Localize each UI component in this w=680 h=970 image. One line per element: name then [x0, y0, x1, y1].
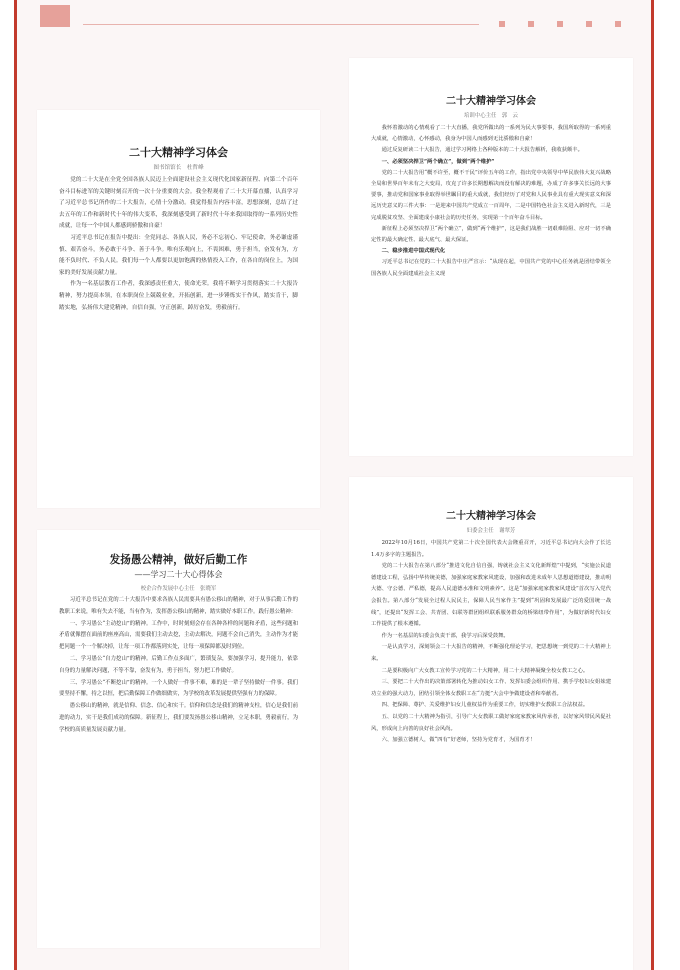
document-page-4: [349, 477, 633, 970]
doc-paragraph: 作为一名基层教育工作者，我深感责任重大，使命光荣。我将不断学习贯彻落实二十大报告精神，努力提高本领，在本职岗位上兢兢业业，开拓创新，进一步锤炼实干作风，踏实肯干，脚踏实地，弘扬伟大建党精神，自信自强，守正创新，踔厉奋发，勇毅前行。: [59, 281, 298, 311]
doc-paragraph: 党的二十大报告用“概不许至，概不干民”评价五年的工作，指出党中央领导中华民族伟大复兴战略全局和世界百年未有之大变局，攻克了许多长期想解决而没有解决的难题，办成了许多事关长远的大事要事，推动党和国家事业取得举世瞩目的重大成就，我们经历了对党和人民事业具有重大现实意义和深远历史意义的三件大事：一是迎来中国共产党成立一百周年，二是中国特色社会主义进入新时代，三是完成脱贫攻坚、全面建成小康社会的历史任务，实现第一个百年奋斗目标。: [371, 169, 611, 221]
doc-title: 发扬愚公精神，做好后勤工作: [109, 554, 248, 566]
doc-paragraph: 习近平总书记在党的二十大报告中要求各族人民需要具有愚公移山的精神，对于从事后勤工作的教职工来说，唯有失去不能，当有作为，发挥愚公移山的精神，踏实做好本职工作。践行愚公精神：: [59, 597, 298, 615]
decorative-line: [83, 24, 479, 25]
doc-paragraph: 2022年10月16日，中国共产党第二十次全国代表大会隆重召开，习近平总书记向大会作了长达1.4万多字的主题报告。: [371, 540, 611, 558]
doc-section-heading: 二、稳步推进中国式现代化: [381, 248, 446, 255]
doc-paragraph: 六、加强立德树人，做“四有”好老师，坚持为党育才，为国育才！: [381, 737, 536, 744]
doc-paragraph: 一是认真学习，深刻领会二十大报告的精神，不断强化理论学习，把思想统一到党的二十大精神上来。: [371, 644, 611, 662]
doc-paragraph: 我怀着激动的心情观看了二十大直播，我党所做出的一系列为民大事要事，我国所取得的一系列重大成就，心情激动，心怀感动，我身为中国人而感到无比骄傲和自豪！: [371, 125, 611, 143]
document-page-3: [37, 530, 320, 948]
doc-paragraph: 习近平总书记在报告中提出：全党同志、各族人民，务必不忘初心、牢记使命，务必谦虚谨慎、艰苦奋斗，务必敢于斗争、善于斗争。唯有乐观向上，不畏困难，勇于担当，奋发有为，方能不负时代、不负人民。我们每一个人都要以更加饱满的热情投入工作，在各自的岗位上，为国家的美好发展贡献力量。: [59, 234, 298, 276]
doc-paragraph: 二、学习愚公“自力挖山”的精神。后勤工作点多面广，繁琐复杂，要加强学习，提升能力，依靠自身的力量解决问题，不等不靠，奋发有为，勇于担当，努力把工作做好。: [59, 655, 298, 674]
document-page-2: [349, 58, 633, 456]
document-page-1: [37, 110, 320, 508]
doc-byline: 培训中心主任 郭 云: [464, 113, 518, 119]
doc-title: 二十大精神学习体会: [129, 146, 228, 159]
doc-paragraph: 新征程上必须坚决捍卫“两个确立”，做到“两个维护”，这是我们战胜一切艰难险阻、应对一切不确定性的最大确定性、最大底气、最大保证。: [371, 225, 611, 244]
doc-title: 二十大精神学习体会: [446, 96, 536, 107]
doc-byline: 图书馆馆长 杜哲峰: [153, 165, 204, 171]
doc-paragraph: 党的二十大报告在第八部分“推进文化自信自强，铸就社会主义文化新辉煌”中提到，“实施公民道德建设工程，弘扬中华传统美德，加强家庭家教家风建设，加强和改进未成年人思想道德建设，推动明大德、守公德、严私德，提高人民道德水准和文明素养”。这是“加强家庭家教家风建设”首次写入党代会报告。第八部分“发展全过程人民民主，保障人民当家作主”提到“巩固和发展最广泛的爱国统一战线”，还提出“发挥工会、共青团、妇联等群团组织联系服务群众的桥梁纽带作用”，为做好新时代妇女工作提供了根本遵循。: [371, 563, 611, 628]
doc-paragraph: 一、学习愚公“主动挖山”的精神。工作中，时时刻刻会存在各种各样的问题和矛盾，这些问题和矛盾就像摆在面前的座座高山，需要我们主动去挖，主动去解决，问题不会自己消失，主动作为才能把问题一个一个解决掉，让每一项工作都落到实处，让每一项保障都及时到位。: [59, 620, 298, 651]
doc-section-heading: 一、必须坚决捍卫“两个确立”，做到“两个维护”: [381, 158, 495, 165]
doc-paragraph: 三、要把二十大作出的决策部署转化为推动妇女工作、发挥妇委会组织作用、携手学校妇女姐妹建功立业的强大动力，团结引领全体女教职工在“力挺”大会中争做建设者和奉献者。: [371, 679, 611, 697]
doc-paragraph: 习近平总书记在党的二十大报告中庄严宣示：“从现在起，中国共产党的中心任务就是团结带领全国各族人民全面建成社会主义现: [371, 259, 611, 277]
doc-byline: 妇委会主任 谢翠芳: [466, 528, 516, 534]
doc-paragraph: 愚公移山的精神，就是信仰、信念、信心和实干。信仰和信念是我们的精神支柱，信心是我们前进的动力，实干是我们成功的保障。新征程上，我们要发扬愚公移山精神，立足本职，勇毅前行，为学校的高质量发展贡献力量。: [59, 703, 298, 733]
doc-byline: 校企合作发展中心主任 张晓军: [140, 586, 217, 592]
doc-paragraph: 五、以党的二十大精神为指引，引导广大女教职工做好家庭家教家风传承者，以好家风带民风促社风，形成向上向善的良好社会风尚。: [371, 713, 611, 732]
doc-paragraph: 作为一名基层的妇委会负责干部，我学习后深受鼓舞。: [381, 632, 509, 639]
decorative-square: [40, 5, 70, 27]
doc-paragraph: 四、把保障、尊护、关爱维护妇女儿童权益作为重要工作，切实维护女教职工合法权益。: [381, 702, 589, 709]
doc-title: 二十大精神学习体会: [446, 511, 536, 522]
doc-paragraph: 二是要积极向广大女教工宣传学习党的二十大精神，用二十大精神凝聚全校女教工之心。: [381, 667, 589, 674]
doc-paragraph: 党的二十大是在全党全国各族人民迈上全面建设社会主义现代化国家新征程、向第二个百年奋斗目标进军的关键时刻召开的一次十分重要的大会。我全程观看了二十大开幕直播，认真学习了习近平总书记所作的二十大报告，心情十分激动。我觉得报告内容丰富，思想深刻，总结了过去五年的工作和新时代十年的伟大变革，我深刻感受到了新时代十年来我国取得的一系列历史性成就，让每一个中国人都感到骄傲和自豪！: [59, 177, 298, 230]
doc-subtitle: ——学习二十大心得体会: [134, 570, 223, 579]
doc-paragraph: 通过反复研读二十大报告，通过学习网络上各种版本的二十大报告解析，我收获颇丰。: [381, 147, 583, 154]
doc-paragraph: 三、学习愚公“不断挖山”的精神。一个人做好一件事不难，难的是一辈子坚持做好一件事。我们要坚持不懈，持之以恒，把后勤保障工作做细做实，为学校的改革发展提供坚强有力的保障。: [59, 679, 298, 698]
decorative-dots: [499, 21, 621, 27]
